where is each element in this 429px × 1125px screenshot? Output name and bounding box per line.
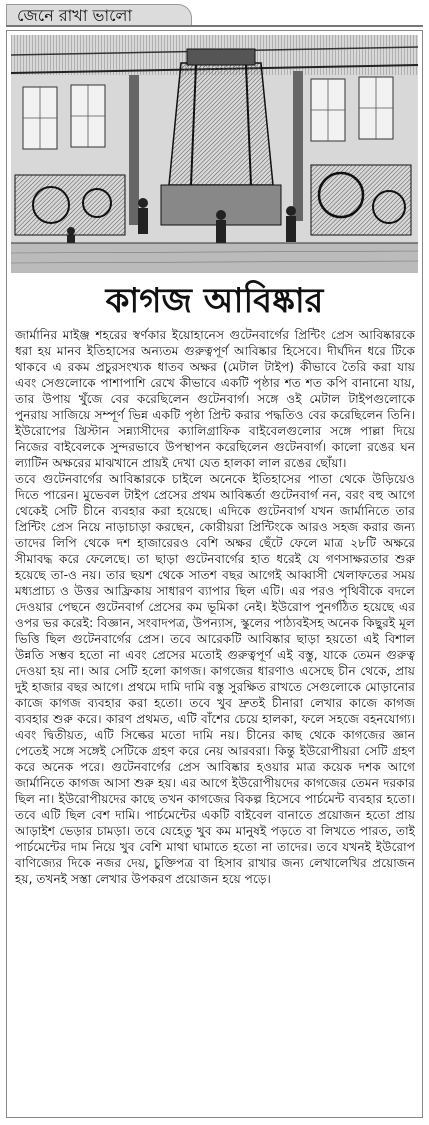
article-title: কাগজ আবিষ্কার — [105, 281, 324, 321]
printing-press-engraving — [11, 35, 418, 273]
article-body — [15, 327, 415, 1113]
paragraph: জার্মানির মাইঞ্জ শহরের স্বর্ণকার ইয়োহানেস গুটেনবার্গের প্রিন্টিং প্রেস আবিষ্কারকে ধরা হয় মানব ইতিহাসের অন্যতম গুরুত্বপূর্ণ আবিষ্কার হিসেবে। দীর্ঘদিন ধরে টিকে থাকবে এ রকম প্রচুরসংখ্যক ধাতব অক্ষর (মেটাল টাইপ) কীভাবে তৈরি করা যায় এবং সেগুলোকে পাশাপাশি রেখে কীভাবে একটি পৃষ্ঠার শত শত কপি বানানো যায়, তার উপায় খুঁজে বের করেছিলেন গুটেনবার্গ। সঙ্গে ওই মেটাল টাইপগুলোকে পুনরায় সাজিয়ে সম্পূর্ণ ভিন্ন একটি পৃষ্ঠা প্রিন্ট করার পদ্ধতিও বের করেছিলেন তিনি। ইউরোপের খ্রিস্টান সন্ন্যাসীদের ক্যালিগ্রাফিক বাইবেলগুলোর সঙ্গে পাল্লা দিয়ে নিজের বাইবেলকে সুন্দরভাবে উপস্থাপন করেছিলেন গুটেনবার্গ। কালো রঙের ঘন ল্যাটিন অক্ষরের মাঝখানে প্রায়ই দেখা যেত হালকা লাল রঙের ছোঁয়া। — [15, 328, 415, 470]
header-divider — [6, 25, 423, 27]
article-frame — [6, 30, 423, 1118]
paragraph: তবে গুটেনবার্গের আবিষ্কারকে চাইলে অনেকে ইতিহাসের পাতা থেকে উড়িয়েও দিতে পারেন। মুভেবল টাইপ প্রেসের প্রথম আবিষ্কর্তা গুটেনবার্গ নন, বরং বহু আগে থেকেই সেটি চীনে ব্যবহার করা হয়েছে। এদিকে গুটেনবার্গ যখন জার্মানিতে তার প্রিন্টিং প্রেস নিয়ে নাড়াচাড়া করছেন, কোরীয়রা প্রিন্টিংকে আরও সহজ করার জন্য তাদের লিপি থেকে দশ হাজারেরও বেশি অক্ষর ছেঁটে ফেলে মাত্র ২৮টি অক্ষরে সীমাবদ্ধ করে ফেলেছে। তা ছাড়া গুটেনবার্গের হাত ধরেই যে গণসাক্ষরতার শুরু হয়েছে তা-ও নয়। তার ছয়শ থেকে সাতশ বছর আগেই আব্বাসী খেলাফতের সময় মধ্যপ্রাচ্য ও উত্তর আফ্রিকায় সাধারণ ব্যাপার ছিল এটি। এর পরও পৃথিবীকে বদলে দেওয়ার পেছনে গুটেনবার্গ প্রেসের কম ভূমিকা নেই। ইউরোপ পুনর্গঠিত হয়েছে এর ওপর ভর করেই: বিজ্ঞান, সংবাদপত্র, উপন্যাস, স্কুলের পাঠ্যবইসহ অনেক কিছুরই মূল ভিত্তি ছিল গুটেনবার্গের প্রেস। তবে আরেকটি আবিষ্কার ছাড়া হয়তো এই বিশাল উন্নতি সম্ভব হতো না এবং প্রেসের মতোই গুরুত্বপূর্ণ এই বস্তু, যাকে তেমন গুরুত্ব দেওয়া হয় না। আর সেটি হলো কাগজ। কাগজের ধারণাও এসেছে চীন থেকে, প্রায় দুই হাজার বছর আগে। প্রথমে দামি দামি বস্তু সুরক্ষিত রাখতে সেগুলোকে মোড়ানোর কাজে কাগজ ব্যবহার করা হতো। তবে খুব দ্রুতই চীনারা লেখার কাজে কাগজ ব্যবহার শুরু করে। কারণ প্রথমত, এটি বাঁশের চেয়ে হালকা, ফলে সহজে বহনযোগ্য। এবং দ্বিতীয়ত, এটি সিল্কের মতো দামি নয়। চীনের কাছ থেকে কাগজের জ্ঞান পেতেই সঙ্গে সঙ্গেই সেটিকে গ্রহণ করে নেয় আরবরা। কিন্তু ইউরোপীয়রা সেটি গ্রহণ করে অনেক পরে। গুটেনবার্গের প্রেস আবিষ্কার হওয়ার মাত্র কয়েক দশক আগে জার্মানিতে কাগজ আসা শুরু হয়। এর আগে ইউরোপীয়দের কাগজের তেমন দরকার ছিল না। ইউরোপীয়দের কাছে তখন কাগজের বিকল্প হিসেবে পার্চমেন্ট ব্যবহার হতো। তবে এটি ছিল বেশ দামি। পার্চমেন্টের একটি বাইবেল বানাতে প্রয়োজন হতো প্রায় আড়াইশ ভেড়ার চামড়া। তবে যেহেতু খুব কম মানুষই পড়তে বা লিখতে পারত, তাই পার্চমেন্টের দাম নিয়ে খুব বেশি মাথা ঘামাতে হতো না তাদের। তবে যখনই ইউরোপ বাণিজ্যের দিকে নজর দেয়, চুক্তিপত্র বা হিসাব রাখার জন্য লেখালেখির প্রয়োজন হয়, তখনই সস্তা লেখার উপকরণ প্রয়োজন হয়ে পড়ে। — [15, 472, 415, 886]
section-tab — [6, 4, 192, 26]
section-label: জেনে রাখা ভালো — [17, 6, 133, 25]
